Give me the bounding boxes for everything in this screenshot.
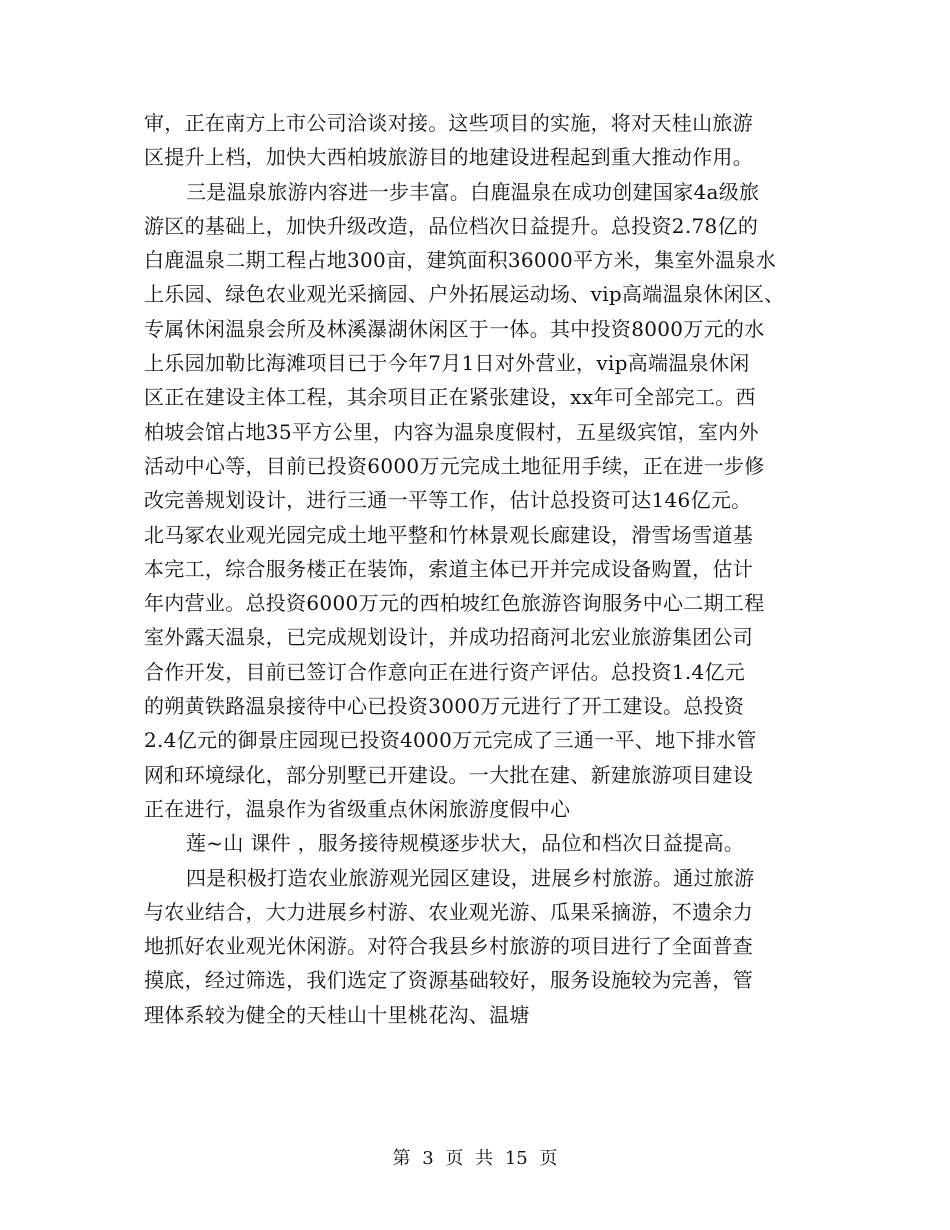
body-text [144, 106, 844, 1032]
text-line: 2.4亿元的御景庄园现已投资4000万元完成了三通一平、地下排水管 [144, 728, 757, 753]
text-line: 室外露天温泉，已完成规划设计，并成功招商河北宏业旅游集团公司 [144, 625, 753, 650]
text-line: 上乐园加勒比海滩项目已于今年7月1日对外营业，vip高端温泉休闲 [144, 351, 750, 376]
text-line: 审，正在南方上市公司洽谈对接。这些项目的实施，将对天桂山旅游 [144, 111, 753, 135]
text-line: 北马冢农业观光园完成土地平整和竹林景观长廊建设，滑雪场雪道基 [144, 522, 753, 547]
text-line: 上乐园、绿色农业观光采摘园、户外拓展运动场、vip高端温泉休闲区、 [144, 282, 785, 307]
text-line: 正在进行，温泉作为省级重点休闲旅游度假中心 [144, 796, 571, 821]
page-number-footer: 第 3 页 共 15 页 [392, 1148, 558, 1169]
paragraph-start-line: 三是温泉旅游内容进一步丰富。白鹿温泉在成功创建国家4a级旅 [186, 179, 760, 204]
text-line: 本完工，综合服务楼正在装饰，索道主体已开并完成设备购置，估计 [144, 556, 753, 581]
text-line: 区提升上档，加快大西柏坡旅游目的地建设进程起到重大推动作用。 [144, 145, 753, 170]
text-line: 年内营业。总投资6000万元的西柏坡红色旅游咨询服务中心二期工程 [144, 591, 765, 616]
text-line: 柏坡会馆占地35平方公里，内容为温泉度假村，五星级宾馆，室内外 [144, 419, 759, 444]
text-line: 的朔黄铁路温泉接待中心已投资3000万元进行了开工建设。总投资 [144, 694, 745, 719]
text-line: 活动中心等，目前已投资6000万元完成土地征用手续，正在进一步修 [144, 453, 765, 478]
text-line: 网和环境绿化，部分别墅已开建设。一大批在建、新建旅游项目建设 [144, 762, 753, 787]
text-line: 游区的基础上，加快升级改造，品位档次日益提升。总投资2.78亿的 [144, 213, 759, 238]
text-line: 摸底，经过筛选，我们选定了资源基础较好，服务设施较为完善，管 [144, 968, 753, 993]
paragraph-start-line: 四是积极打造农业旅游观光园区建设，进展乡村旅游。通过旅游 [186, 865, 755, 890]
text-line: 与农业结合，大力进展乡村游、农业观光游、瓜果采摘游，不遗余力 [144, 899, 753, 924]
text-line: 理体系较为健全的天桂山十里桃花沟、温塘 [144, 1002, 530, 1027]
text-line: 地抓好农业观光休闲游。对符合我县乡村旅游的项目进行了全面普查 [144, 934, 753, 959]
text-line: 区正在建设主体工程，其余项目正在紧张建设，xx年可全部完工。西 [144, 385, 756, 410]
text-line: 合作开发，目前已签订合作意向正在进行资产评估。总投资1.4亿元 [144, 659, 746, 684]
text-line: 改完善规划设计，进行三通一平等工作，估计总投资可达146亿元。 [144, 488, 752, 513]
watermark-text-line: 莲~山 课件 ，服务接待规模逐步状大，品位和档次日益提高。 [186, 831, 745, 856]
text-line: 白鹿温泉二期工程占地300亩，建筑面积36000平方米，集室外温泉水 [144, 248, 776, 273]
text-line: 专属休闲温泉会所及林溪瀑湖休闲区于一体。其中投资8000万元的水 [144, 316, 765, 341]
